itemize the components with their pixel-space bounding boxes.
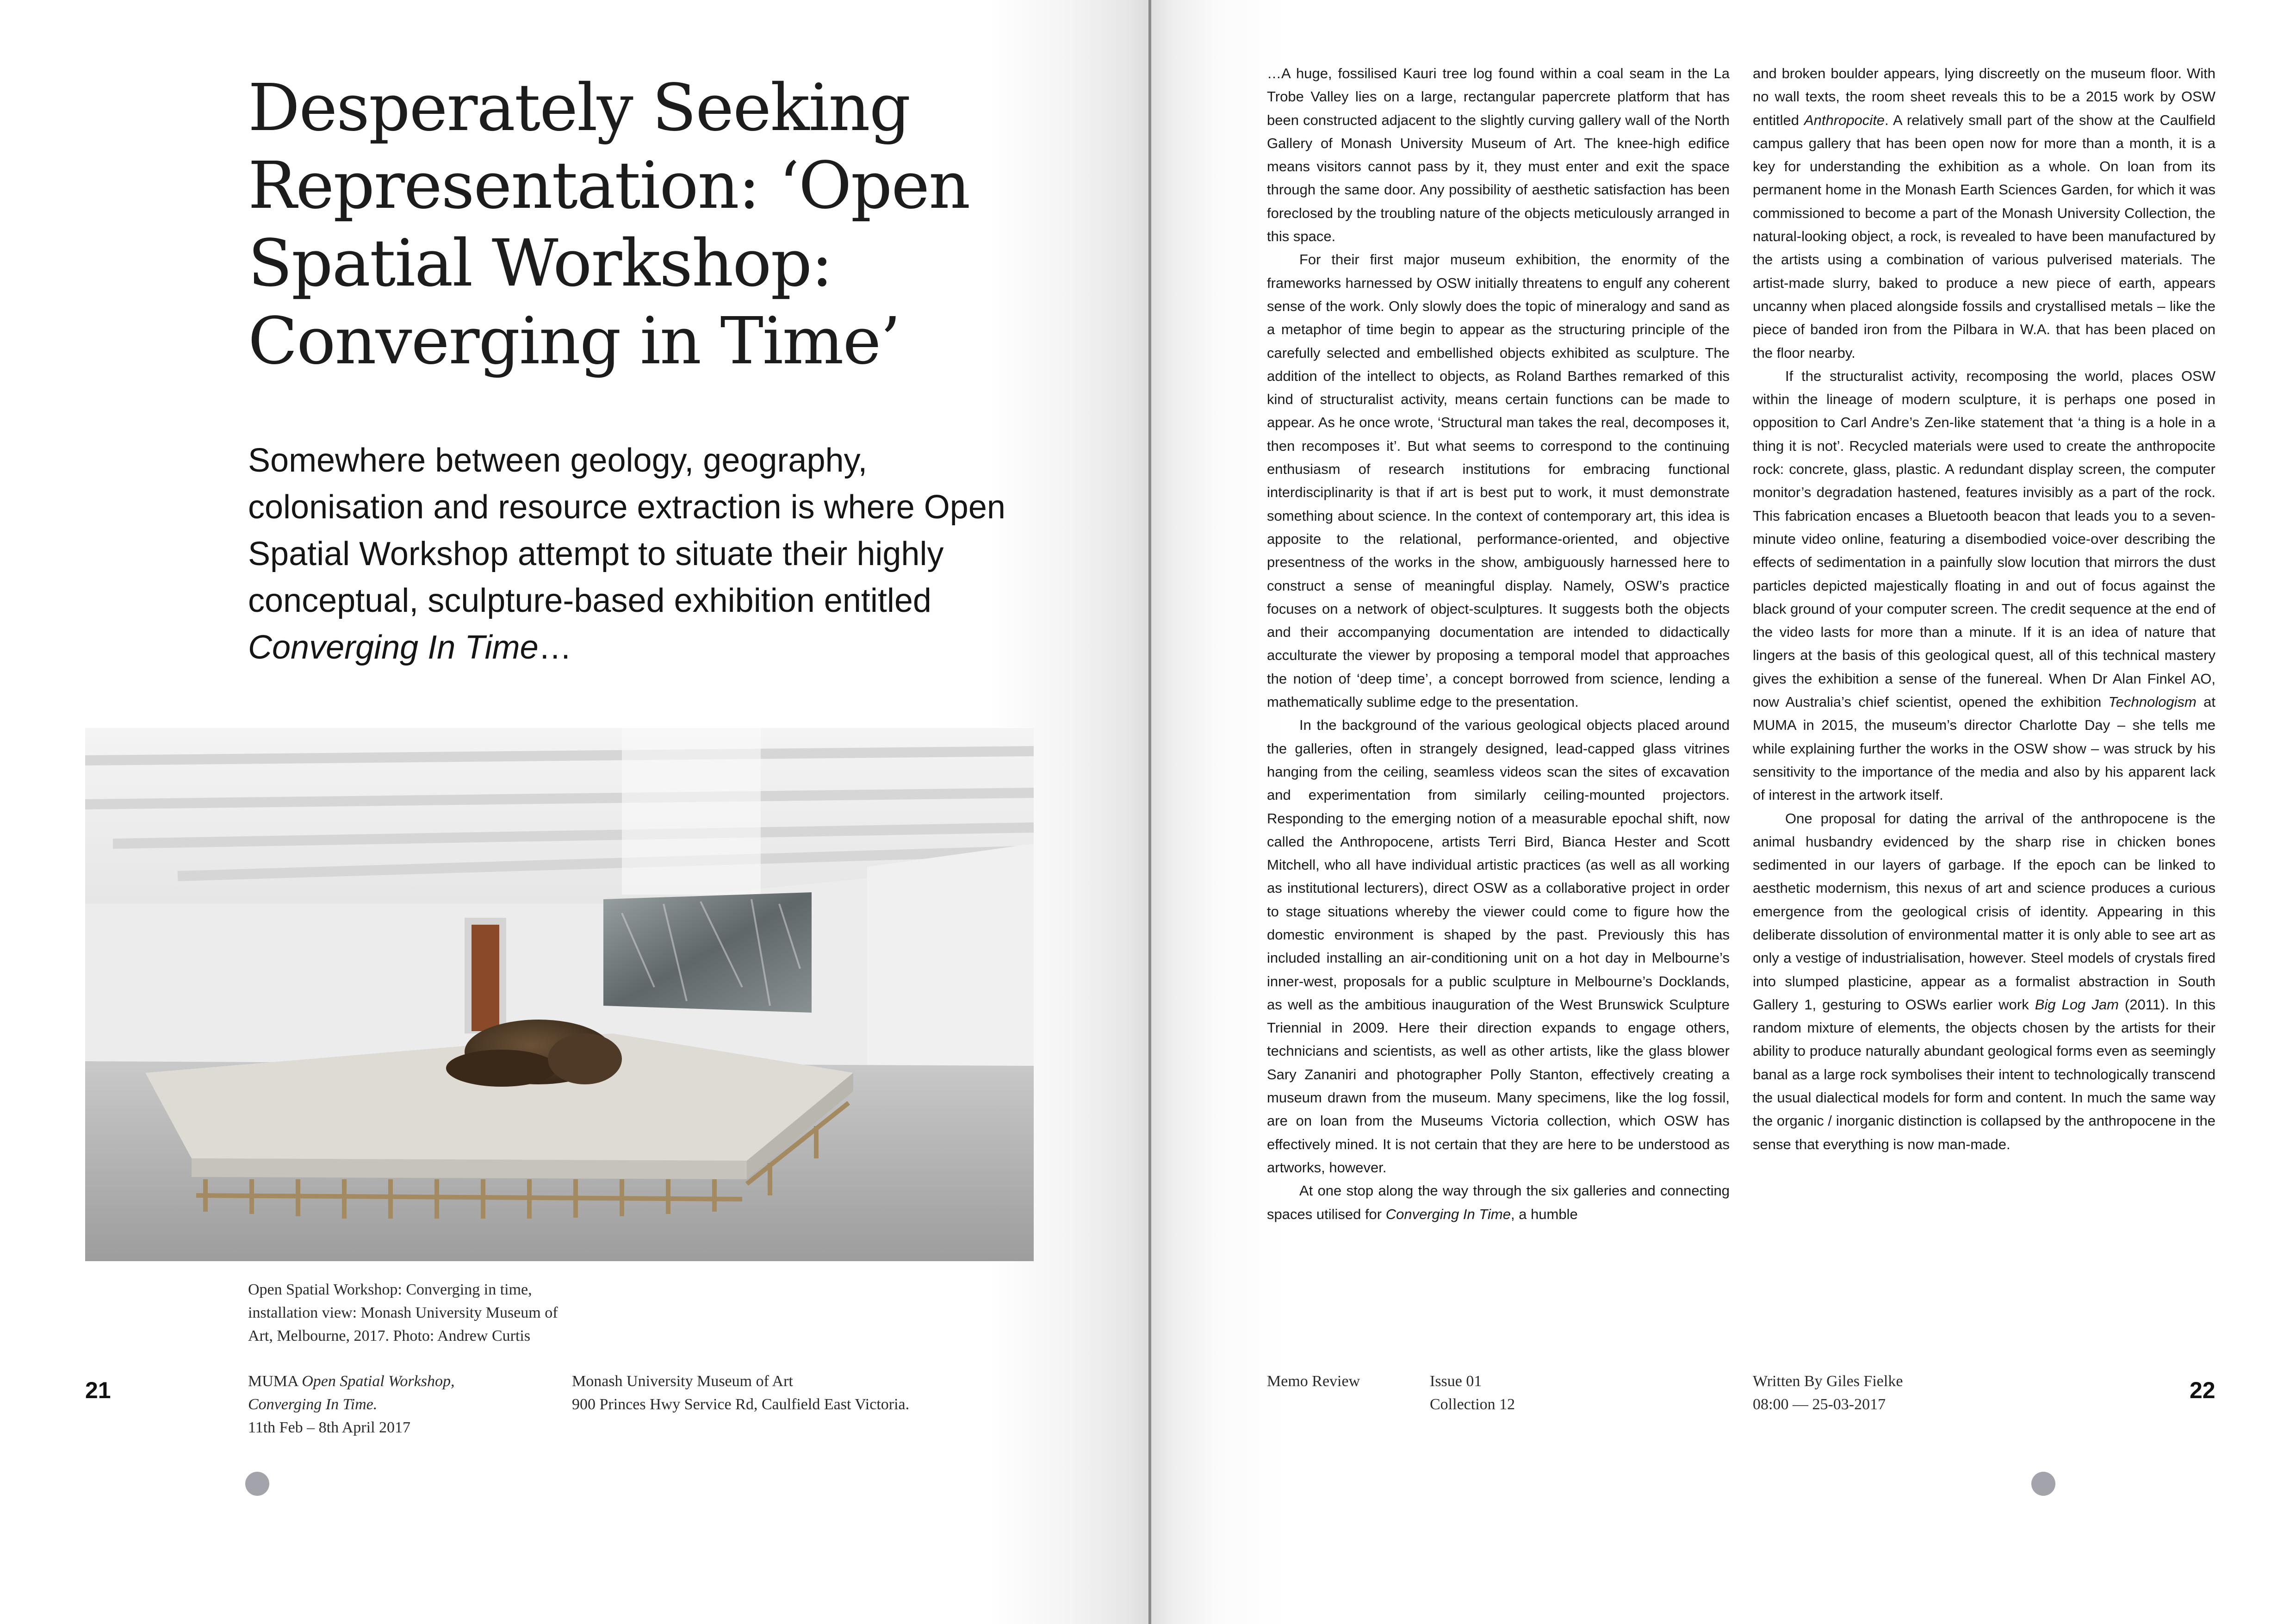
caption-line: Open Spatial Workshop: Converging in time, <box>248 1281 532 1298</box>
standfirst <box>248 437 1035 671</box>
standfirst-ellipsis: … <box>538 629 572 666</box>
installation-photo-graphic <box>85 728 1034 1261</box>
body-text-run: One proposal for dating the arrival of the anthropocene is the animal husbandry evidenced by the sharp rise in chicken bones sedimented in our layers of garbage. If the epoch can be linked to aesthetic modernism, this nexus of art and science produces a curious emergence from the geological crisis of identity. Appearing in this deliberate dissolution of environmental matter it is only able to see art as only a vestige of industrialisation, however. Steel models of crystals fired into slumped plasticine, appear as a formalist abstraction in South Gallery 1, gesturing to OSWs earlier work <box>1753 810 2215 1013</box>
exhibition-dates: 11th Feb – 8th April 2017 <box>248 1419 411 1436</box>
body-text-run: , a humble <box>1510 1206 1578 1222</box>
collection-number: Collection 12 <box>1430 1396 1515 1413</box>
body-paragraph <box>1753 62 2215 365</box>
italic-work-title: Technologism <box>2108 694 2197 710</box>
publish-datetime: 08:00 — 25-03-2017 <box>1753 1396 1886 1413</box>
body-text-run: In the background of the various geological objects placed around the galleries, often in strangely designed, lead-capped glass vitrines hanging from the ceiling, seamless videos scan the sites of excavation and experimentation from similarly ceiling-mounted projectors. Responding to the emerging notion of a measurable epochal shift, now called the Anthropocene, artists Terri Bird, Bianca Hester and Scott Mitchell, who all have individual artistic practices (as well as all working as institutional lecturers), direct OSW as a collaborative project in order to stage situations whereby the viewer could come to figure how the domestic environment is shaped by the past. Previously this has included installing an air-conditioning unit on a hot day in Melbourne’s inner-west, proposals for a public sculpture in Melbourne’s Docklands, as well as the ambitious inauguration of the West Brunswick Sculpture Triennial in 2009. Here their direction expands to engage others, technicians and scientists, as well as other artists, like the glass blower Sary Zananiri and photographer Polly Stanton, effectively creating a museum drawn from the museum. Many specimens, like the log fossil, are on loan from the Museums Victoria collection, which OSW has effectively mined. It is not certain that they are here to be understood as artworks, however. <box>1267 717 1730 1176</box>
caption-line: Art, Melbourne, 2017. Photo: Andrew Curtis <box>248 1327 531 1344</box>
page-marker-dot-left <box>245 1472 269 1496</box>
body-text-run: …A huge, fossilised Kauri tree log found within a coal seam in the La Trobe Valley lies on a large, rectangular papercrete platform that has been constructed adjacent to the slightly curving gallery wall of the North Gallery of Monash University Museum of Art. The knee-high edifice means visitors cannot pass by it, they must enter and exit the space through the same door. Any possibility of aesthetic satisfaction has been foreclosed by the troubling nature of the objects meticulously arranged in this space. <box>1267 65 1730 245</box>
body-paragraph <box>1753 365 2215 807</box>
italic-work-title: Big Log Jam <box>2035 996 2119 1013</box>
body-paragraph <box>1267 248 1730 714</box>
venue-address: 900 Princes Hwy Service Rd, Caulfield East Victoria. <box>572 1396 910 1413</box>
body-text-run: . A relatively small part of the show at the Caulfield campus gallery that has been open now for more than a month, it is a key for understanding the exhibition as a whole. On loan from its permanent home in the Monash Earth Sciences Garden, for which it was commissioned to become a part of the Monash University Collection, the natural-looking object, a rock, is revealed to have been manufactured by the artists using a combination of various pulverised materials. The artist-made slurry, baked to produce a new piece of earth, appears uncanny when placed alongside fossils and crystallised metals – like the piece of banded iron from the Pilbara in W.A. that has been placed on the floor nearby. <box>1753 112 2215 361</box>
article-body-column-2 <box>1753 62 2215 1156</box>
caption-line: installation view: Monash University Museum of <box>248 1304 558 1321</box>
body-text-run: At one stop along the way through the six galleries and connecting spaces utilised for <box>1267 1182 1730 1222</box>
photo-caption <box>248 1278 664 1348</box>
exhibition-subtitle: Converging In Time. <box>248 1396 378 1413</box>
article-body-column-1 <box>1267 62 1730 1226</box>
publication-name: Memo Review <box>1267 1373 1360 1390</box>
exhibition-info <box>248 1370 454 1439</box>
article-title: Desperately Seeking Representation: ‘Open Spatial Workshop: Converging in Time’ <box>248 70 970 379</box>
page-number-left: 21 <box>85 1377 111 1403</box>
italic-work-title: Anthropocite <box>1804 112 1885 128</box>
body-text-run: (2011). In this random mixture of elements, the objects chosen by the artists for their ability to produce naturally abundant geological forms even as seemingly banal as a large rock symbolises their intent to technologically transcend the usual dialectical models for form and content. In much the same way the organic / inorganic distinction is collapsed by the anthropocene in the sense that everything is now man-made. <box>1753 996 2215 1152</box>
body-text-run: If the structuralist activity, recomposing the world, places OSW within the lineage of modern sculpture, it is perhaps one posed in opposition to Carl Andre’s Zen-like statement that ‘a thing is a hole in a thing it is not’. Recycled materials were used to create the anthropocite rock: concrete, glass, plastic. A redundant display screen, the computer monitor’s degradation hastened, features invisibly as a part of the rock. This fabrication encases a Bluetooth beacon that leads you to a seven-minute video online, featuring a disembodied voice-over describing the effects of sedimentation in a painfully slow locution that mirrors the dust particles depicted majestically floating in and out of focus against the black ground of your computer screen. The credit sequence at the end of the video lasts for more than a minute. If it is an idea of nature that lingers at the basis of this geological quest, all of this technical mastery gives the exhibition a sense of the funereal. When Dr Alan Finkel AO, now Australia’s chief scientist, opened the exhibition <box>1753 367 2215 710</box>
body-paragraph <box>1267 62 1730 248</box>
body-text-run: For their first major museum exhibition, the enormity of the frameworks harnessed by OSW initially threatens to engulf any coherent sense of the work. Only slowly does the topic of mineralogy and sand as a metaphor of time begin to appear as the structuring principle of the carefully selected and embellished objects exhibited as sculpture. The addition of the intellect to objects, as Roland Barthes remarked of this kind of structuralist activity, means certain functions can be made to appear. As he once wrote, ‘Structural man takes the real, decomposes it, then recomposes it’. But what seems to correspond to the continuing enthusiasm of research institutions for embracing functional interdisciplinarity is that if art is best put to work, it must demonstrate something about science. In the context of contemporary art, this idea is apposite to the relational, performance-oriented, and objective presentness of the works in the show, ambiguously harnessed here to construct a sense of meaningful display. Namely, OSW’s practice focuses on a network of object-sculptures. It suggests both the objects and their accompanying documentation are intended to didactically acculturate the viewer by proposing a temporal model that approaches the notion of ‘deep time’, a concept borrowed from science, lending a mathematically sublime edge to the presentation. <box>1267 251 1730 710</box>
publication-info <box>1267 1370 1360 1393</box>
book-spine <box>1148 0 1151 1624</box>
exhibition-title-line1 <box>248 1370 454 1393</box>
page-number-right: 22 <box>2190 1377 2215 1403</box>
venue-acronym: MUMA <box>248 1373 302 1390</box>
issue-info <box>1430 1370 1515 1416</box>
italic-work-title: Converging In Time <box>1385 1206 1511 1222</box>
body-text-run: and broken boulder appears, lying discreetly on the museum floor. With no wall texts, the room sheet reveals this to be a 2015 work by OSW entitled <box>1753 65 2215 128</box>
page-marker-dot-right <box>2031 1472 2055 1496</box>
issue-number: Issue 01 <box>1430 1373 1482 1390</box>
standfirst-exhibition-title: Converging In Time <box>248 629 539 666</box>
body-paragraph <box>1267 714 1730 1179</box>
installation-photo <box>85 728 1034 1261</box>
exhibition-title: Open Spatial Workshop, <box>302 1373 455 1390</box>
author-info <box>1753 1370 1903 1416</box>
body-paragraph <box>1267 1179 1730 1226</box>
body-paragraph <box>1753 807 2215 1156</box>
venue-name: Monash University Museum of Art <box>572 1373 793 1390</box>
venue-info <box>572 1370 909 1416</box>
author-byline: Written By Giles Fielke <box>1753 1373 1903 1390</box>
standfirst-text: Somewhere between geology, geography, colonisation and resource extraction is where Open Spatial Workshop attempt to situate their highly conceptual, sculpture-based exhibition entitled <box>248 442 1005 619</box>
body-text-run: at MUMA in 2015, the museum’s director Charlotte Day – she tells me while explaining further the works in the OSW show – was struck by his sensitivity to the importance of the media and also by his apparent lack of interest in the artwork itself. <box>1753 694 2216 803</box>
